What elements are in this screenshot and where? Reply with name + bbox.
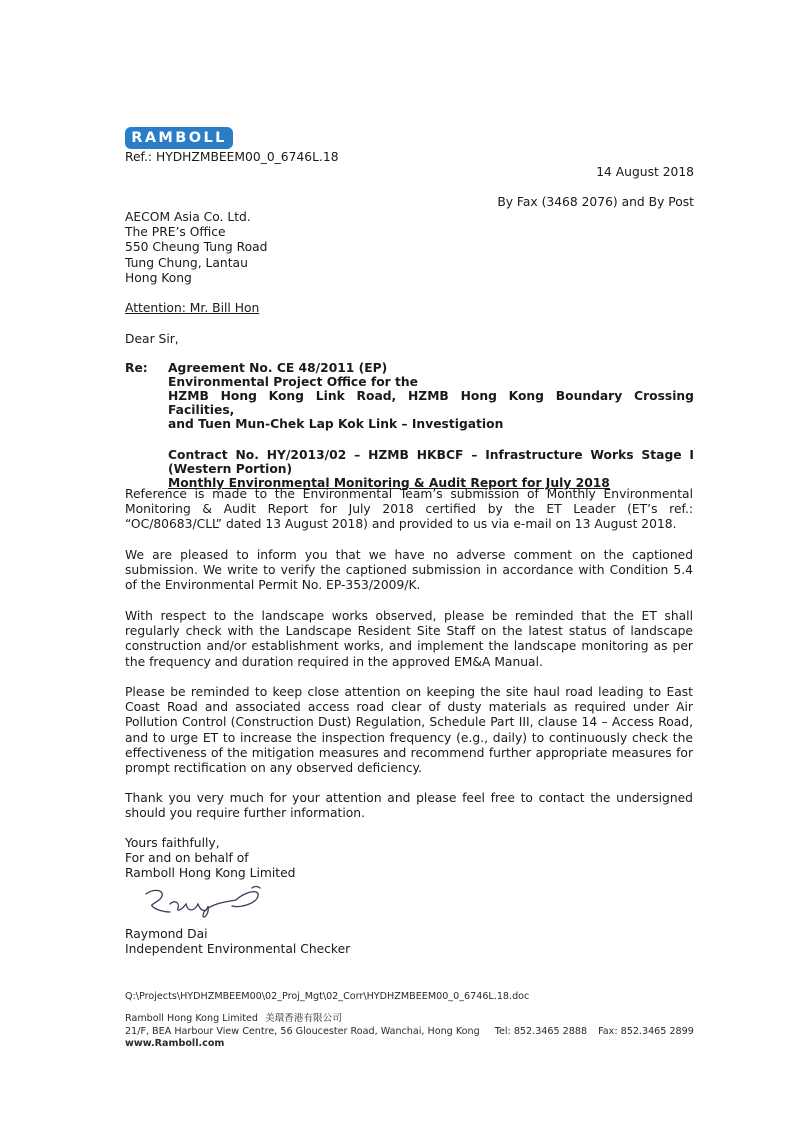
body-paragraph: Thank you very much for your attention and please feel free to contact the undersigned should you require further information. <box>125 791 693 821</box>
signatory-block <box>125 927 350 957</box>
signatory-title: Independent Environmental Checker <box>125 942 351 957</box>
re-label: Re: <box>125 361 148 375</box>
address-block <box>125 210 267 286</box>
signatory-name: Raymond Dai <box>125 927 208 941</box>
body-paragraph: We are pleased to inform you that we have no adverse comment on the captioned submission. We write to verify the captioned submission in accordance with Condition 5.4 of the Environmental Permit No. EP-353/2009/K. <box>125 548 693 593</box>
subject-line: Contract No. HY/2013/02 – HZMB HKBCF – Infrastructure Works Stage I <box>168 448 694 462</box>
footer-address: 21/F, BEA Harbour View Centre, 56 Gloucester Road, Wanchai, Hong Kong <box>125 1026 480 1037</box>
letter-date: 14 August 2018 <box>596 165 694 179</box>
reference-number: Ref.: HYDHZMBEEM00_0_6746L.18 <box>125 150 339 164</box>
subject-line: (Western Portion) <box>168 462 293 476</box>
address-line: The PRE’s Office <box>125 225 226 240</box>
closing-line: For and on behalf of <box>125 851 249 866</box>
delivery-method: By Fax (3468 2076) and By Post <box>497 195 694 209</box>
address-line: AECOM Asia Co. Ltd. <box>125 210 251 224</box>
subject-line: Agreement No. CE 48/2011 (EP) <box>168 361 388 375</box>
file-path: Q:\Projects\HYDHZMBEEM00\02_Proj_Mgt\02_Corr\HYDHZMBEEM00_0_6746L.18.doc <box>125 991 530 1002</box>
footer-company: Ramboll Hong Kong Limited <box>125 1013 259 1024</box>
salutation: Dear Sir, <box>125 332 179 346</box>
footer-address-line <box>125 1026 694 1038</box>
address-line: 550 Cheung Tung Road <box>125 240 268 255</box>
handwritten-signature <box>140 882 290 920</box>
footer-company-line <box>125 1013 342 1025</box>
ramboll-logo: RAMBOLL <box>125 127 233 149</box>
body-paragraph: Please be reminded to keep close attention on keeping the site haul road leading to East Coast Road and associated access road clear of dusty materials as required under Air Pollution Control (Construction Dust) Regulation, Schedule Part III, clause 14 – Access Road, and to urge ET to increase the inspection frequency (e.g., daily) to continuously check the effectiveness of the mitigation measures and recommend further appropriate measures for prompt rectification on any observed deficiency. <box>125 685 693 776</box>
body-paragraph: Reference is made to the Environmental Team’s submission of Monthly Environmental Monitoring & Audit Report for July 2018 certified by the ET Leader (ET’s ref.: “OC/80683/CLL” dated 13 August 2018) and provided to us via e-mail on 13 August 2018. <box>125 487 693 532</box>
subject-line: Environmental Project Office for the <box>168 375 418 389</box>
subject-block <box>168 361 694 490</box>
subject-line: and Tuen Mun-Chek Lap Kok Link – Investigation <box>168 417 504 431</box>
address-line: Hong Kong <box>125 270 192 285</box>
footer-fax: Fax: 852.3465 2899 <box>598 1026 694 1037</box>
attention-line: Attention: Mr. Bill Hon <box>125 301 260 315</box>
closing-block <box>125 836 295 882</box>
footer-company-chinese: 美環香港有限公司 <box>265 1013 342 1024</box>
closing-line: Yours faithfully, <box>125 836 220 850</box>
closing-line: Ramboll Hong Kong Limited <box>125 866 296 881</box>
footer-website[interactable]: www.Ramboll.com <box>125 1038 225 1049</box>
subject-line: HZMB Hong Kong Link Road, HZMB Hong Kong Boundary Crossing Facilities, <box>168 389 694 417</box>
footer-tel: Tel: 852.3465 2888 <box>494 1026 588 1037</box>
body-paragraph: With respect to the landscape works observed, please be reminded that the ET shall regularly check with the Landscape Resident Site Staff on the latest status of landscape construction and/or establishment works, and implement the landscape monitoring as per the frequency and duration required in the approved EM&A Manual. <box>125 609 693 669</box>
address-line: Tung Chung, Lantau <box>125 255 248 270</box>
subject-report-title: Monthly Environmental Monitoring & Audit Report for July 2018 <box>168 476 610 490</box>
